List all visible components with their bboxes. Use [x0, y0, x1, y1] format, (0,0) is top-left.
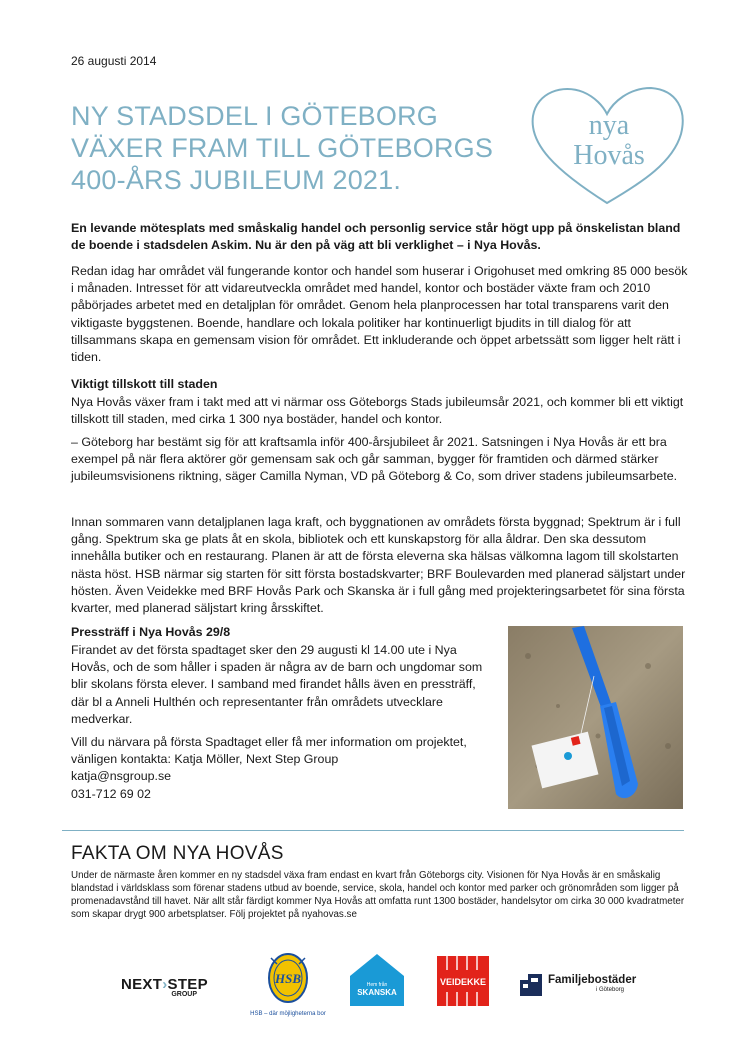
presstraff-paragraph: Firandet av det första spadtaget sker den 29 augusti kl 14.00 ute i Nya Hovås, och de som håller i spaden är några av de barn och ungdomar som blir skolans första elever. I samband med firandet hålls även en pressträff, där bl a Anneli Hulthén och representanter från områdets utvecklare medverkar.	[71, 643, 483, 726]
veidekke-logo	[437, 956, 489, 1006]
contact-email[interactable]: katja@nsgroup.se	[71, 769, 172, 784]
nextstep-logo	[121, 976, 208, 1004]
section-heading-tillskott: Viktigt tillskott till staden	[71, 377, 218, 391]
contact-block	[71, 734, 491, 803]
tillskott-paragraph-2: – Göteborg har bestämt sig för att kraftsamla inför 400-årsjubileet år 2021. Satsningen i Nya Hovås är ett bra exempel på när flera aktörer gör gemensam sak och går samman, bygger för framtiden och därmed stärker jubileumsvisionens riktning, säger Camilla Nyman, VD på Göteborg & Co, som driver stadens jubileumsarbete.	[71, 435, 678, 484]
shovel-photo	[508, 626, 683, 809]
nextstep-word-next: NEXT	[121, 976, 163, 993]
lead-paragraph: En levande mötesplats med småskalig handel och personlig service står högt upp på önskelistan bland de boende i stadsdelen Askim. Nu är den på väg att bli verklighet – i Nya Hovås.	[71, 221, 681, 253]
intro-paragraph: Redan idag har området väl fungerande kontor och handel som huserar i Origohuset med omkring 85 000 besök i månaden. Intresset för att vidareutveckla området med handel, kontor och bostäder växte fram och 2010 påbörjades arbetet med en detaljplan för området. Genom hela planprocessen har total transparens varit den viktigaste byggstenen. Boende, handlare och lokala politiker har kontinuerligt bjudits in till dialog för att tillsammans skapa en gemensam vision för området. Ett inkluderande och öppet arbetssätt som ligger helt rätt i tiden.	[71, 264, 688, 365]
familjebostader-name: Familjebostäder	[548, 974, 637, 986]
fakta-title: FAKTA OM NYA HOVÅS	[71, 843, 284, 864]
skanska-logo	[350, 954, 404, 1006]
nextstep-sub: GROUP	[171, 991, 197, 998]
veidekke-name: VEIDEKKE	[439, 977, 487, 987]
nya-hovas-logo	[525, 82, 690, 207]
press-release-date: 26 augusti 2014	[71, 54, 157, 68]
hsb-logo	[243, 952, 333, 1018]
hsb-emblem-icon	[243, 952, 333, 1006]
section-heading-presstraff: Pressträff i Nya Hovås 29/8	[71, 625, 231, 639]
headline: NY STADSDEL I GÖTEBORG VÄXER FRAM TILL GÖTEBORGS 400-ÅRS JUBILEUM 2021.	[71, 101, 494, 195]
chevron-right-icon: ›	[162, 976, 168, 993]
house-icon	[350, 954, 404, 1006]
skanska-small: Hem från	[366, 982, 388, 988]
building-icon	[518, 972, 544, 998]
familjebostader-sub: i Göteborg	[596, 987, 625, 993]
contact-phone: 031-712 69 02	[71, 786, 151, 801]
logo-word-nya: nya	[588, 110, 630, 141]
shovel-in-sand-image	[508, 626, 683, 809]
familjebostader-logo	[518, 972, 648, 1002]
logo-word-hovas: Hovås	[573, 140, 645, 171]
fakta-text: Under de närmaste åren kommer en ny stadsdel växa fram endast en kvart från Göteborgs city. Visionen för Nya Hovås är en småskalig blandstad i världsklass som förenar stadens utbud av boende, service, skola, handel och kontor med parker och grönområden som ligger på promenadavstånd till havet. När allt står färdigt kommer Nya Hovås att omfatta runt 1300 bostäder, handelsytor om cirka 30 000 kvadratmeter som skapar drygt 900 arbetsplatser. Följ projektet på nyahovas.se	[71, 870, 685, 920]
heart-icon	[525, 82, 690, 207]
contact-intro: Vill du närvara på första Spadtaget eller få mer information om projektet, vänligen kontakta: Katja Möller, Next Step Group	[71, 735, 467, 767]
veidekke-mark-icon	[437, 956, 489, 1006]
partner-logos	[115, 950, 645, 1020]
tillskott-paragraph-3: Innan sommaren vann detaljplanen laga kraft, och byggnationen av områdets första byggnad; Spektrum är i full gång. Spektrum ska ge plats åt en skola, bibliotek och ett kunskapstorg för alla åldrar. Den ska dessutom innehålla butiker och en restaurang. Planen är att de första eleverna ska hälsas välkomna lagom till skolstarten nästa höst. HSB närmar sig starten för sitt första bostadskvarter; BRF Boulevarden med planerad säljstart under hösten. Även Veidekke med BRF Hovås Park och Skanska är i full gång med projekteringsarbetet för sina första kvarter, med planerad säljstart kring årsskiftet.	[71, 515, 686, 616]
tillskott-paragraph-1: Nya Hovås växer fram i takt med att vi närmar oss Göteborgs Stads jubileumsår 2021, och kommer bli ett viktigt tillskott till staden, med cirka 1 300 nya bostäder, handel och kontor.	[71, 395, 684, 427]
nextstep-word-step: STEP	[167, 976, 208, 993]
hsb-mark: HSB	[274, 971, 302, 986]
skanska-name: SKANSKA	[357, 988, 397, 997]
section-divider	[62, 830, 684, 831]
hsb-tagline: HSB – där möjligheterna bor	[250, 1011, 326, 1017]
